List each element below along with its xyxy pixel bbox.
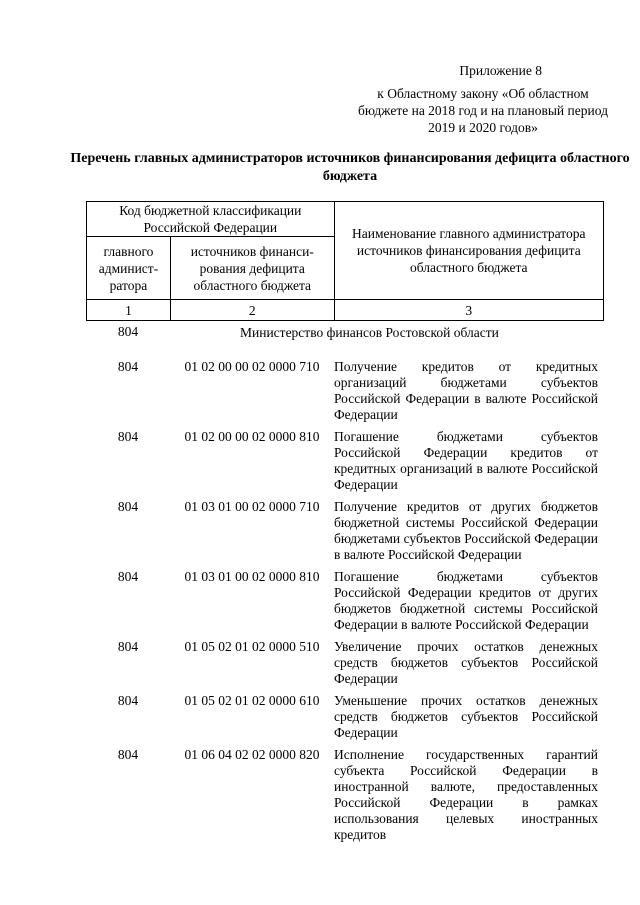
name-column-header: Наименование главного администратора источников финансирования дефицита областного бюджета [334,202,603,300]
document-title: Перечень главных администраторов источников финансирования дефицита областного бюджета [70,151,630,184]
source-code-cell: 01 05 02 01 02 0000 510 [184,639,320,654]
admin-code-column-header: главного админист-ратора [87,237,171,300]
source-code-cell: 01 06 04 02 02 0000 820 [184,747,320,762]
code-group-header: Код бюджетной классификации Российской Федерации [87,202,335,237]
admin-code-cell: 804 [117,324,139,339]
table-row [86,499,604,563]
table-row [86,693,604,741]
column-number-3: 3 [334,300,603,321]
table-row [86,747,604,843]
appendix-block [340,62,612,136]
appendix-subtitle: к Областному закону «Об областном бюджете на 2018 год и на плановый период 2019 и 2020 годов» [358,86,608,135]
admin-code-cell: 804 [117,569,139,584]
description-cell: Погашение бюджетами субъектов Российской Федерации кредитов от других бюджетов бюджетной системы Российской Федерации в валюте Российской Федерации [334,569,598,632]
description-cell: Увеличение прочих остатков денежных средств бюджетов субъектов Российской Федерации [334,639,598,686]
table-row [86,569,604,633]
table-row [86,359,604,423]
admin-code-cell: 804 [117,639,139,654]
source-code-cell: 01 02 00 00 02 0000 710 [184,359,320,374]
source-code-cell: 01 05 02 01 02 0000 610 [184,693,320,708]
admin-code-cell: 804 [117,693,139,708]
ministry-name-cell: Министерство финансов Ростовской области [240,325,499,340]
table-row [86,639,604,687]
admin-code-cell: 804 [117,747,139,762]
description-cell: Уменьшение прочих остатков денежных средств бюджетов субъектов Российской Федерации [334,693,598,740]
source-code-cell: 01 03 01 00 02 0000 710 [184,499,320,514]
admin-code-cell: 804 [117,499,139,514]
admin-code-cell: 804 [117,359,139,374]
table-body [86,324,604,843]
source-code-cell: 01 02 00 00 02 0000 810 [184,429,320,444]
source-code-cell: 01 03 01 00 02 0000 810 [184,569,320,584]
description-cell: Исполнение государственных гарантий субъекта Российской Федерации в иностранной валюте, предоставленных Российской Федерации в рамках использования целевых иностранных кредитов [334,747,598,842]
admin-code-cell: 804 [117,429,139,444]
source-code-column-header: источников финанси-рования дефицита областного бюджета [170,237,334,300]
table-header [86,201,604,321]
column-number-2: 2 [170,300,334,321]
appendix-title: Приложение 8 [459,63,542,78]
description-cell: Получение кредитов от других бюджетов бюджетной системы Российской Федерации бюджетами субъектов Российской Федерации в валюте Российской Федерации [334,499,598,562]
table-row [86,324,604,350]
column-number-1: 1 [87,300,171,321]
table-row [86,429,604,493]
description-cell: Получение кредитов от кредитных организаций бюджетами субъектов Российской Федерации в валюте Российской Федерации [334,359,598,422]
description-cell: Погашение бюджетами субъектов Российской Федерации кредитов от кредитных организаций в валюте Российской Федерации [334,429,598,492]
